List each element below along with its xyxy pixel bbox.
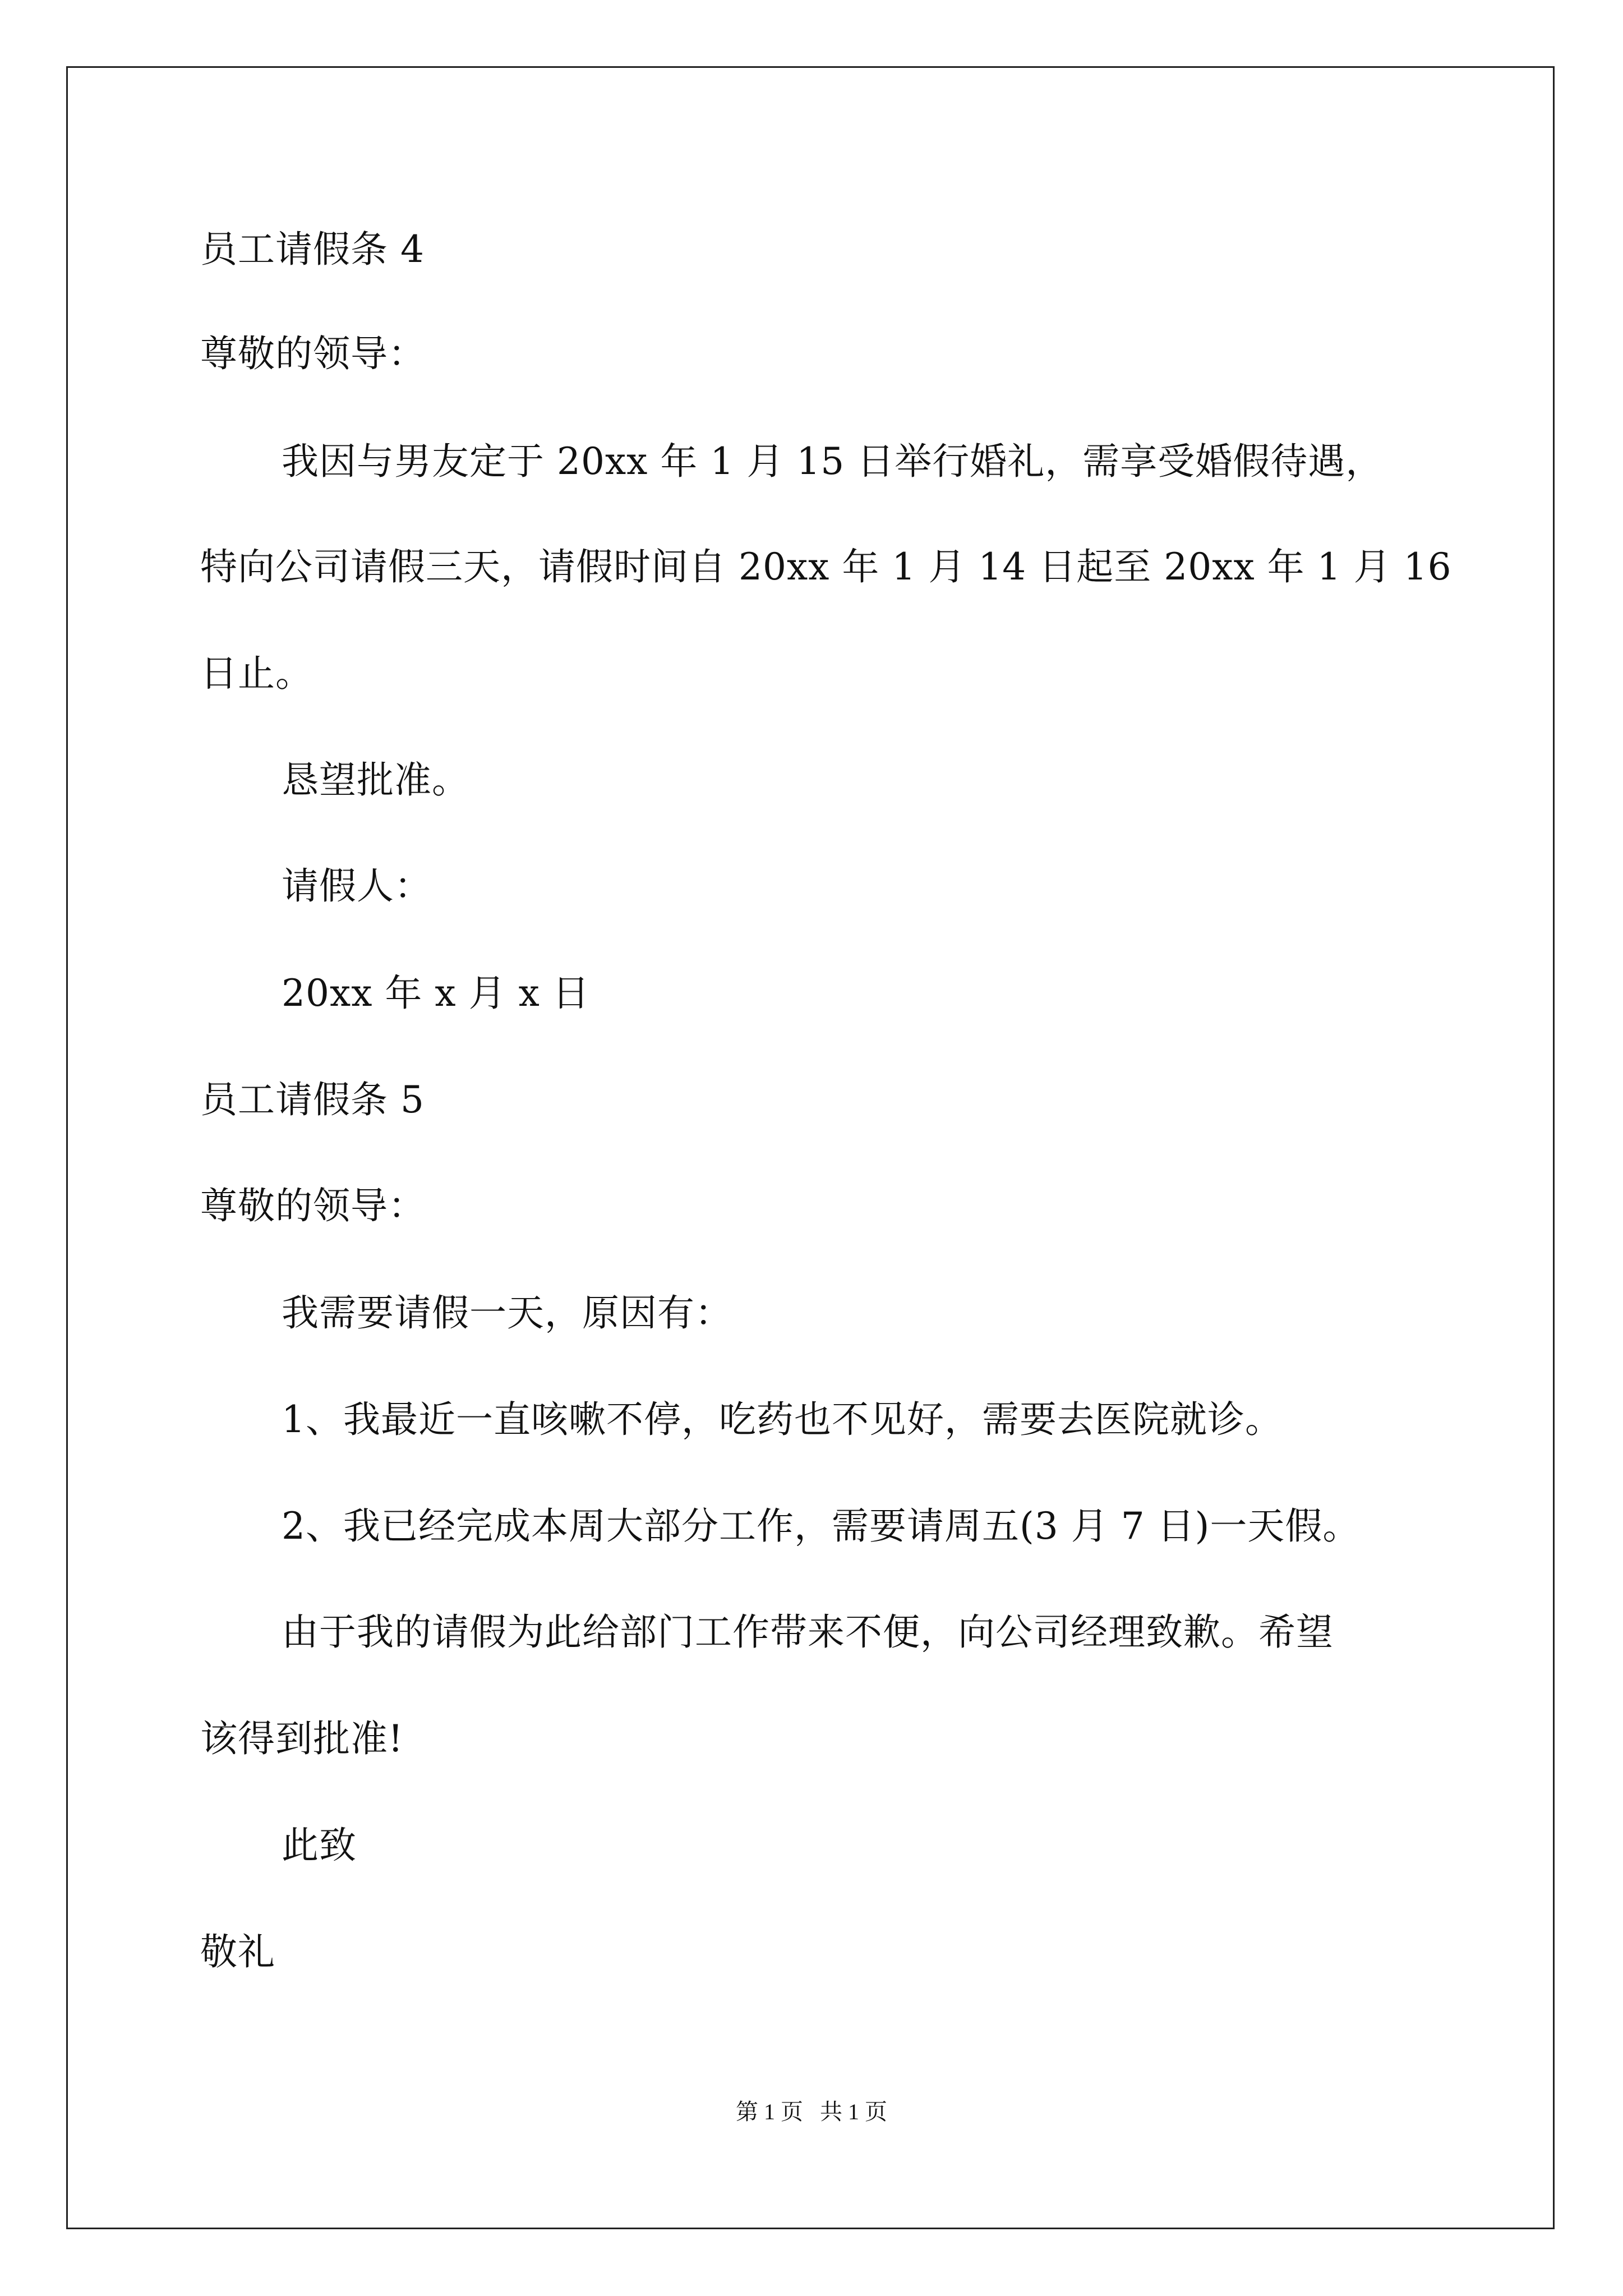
date-line: 20xx 年 x 月 x 日 bbox=[282, 972, 590, 1015]
body-line: 我需要请假一天，原因有： bbox=[282, 1291, 732, 1335]
body-line: 该得到批准! bbox=[200, 1717, 404, 1760]
body-line: 我因与男友定于 20xx 年 1 月 15 日举行婚礼，需享受婚假待遇， bbox=[282, 440, 1384, 483]
reason-item-1: 1、我最近一直咳嗽不停，吃药也不见好，需要去医院就诊。 bbox=[282, 1398, 1283, 1441]
page-footer: 第 1 页 共 1 页 bbox=[736, 2099, 887, 2124]
closing-salute: 敬礼 bbox=[200, 1930, 275, 1973]
letter-title-4: 员工请假条 4 bbox=[200, 228, 425, 271]
reason-item-2: 2、我已经完成本周大部分工作，需要请周五(3 月 7 日)一天假。 bbox=[282, 1504, 1361, 1548]
salutation-5: 尊敬的领导： bbox=[200, 1184, 426, 1227]
page-border bbox=[66, 66, 1555, 2229]
body-line: 日止。 bbox=[200, 652, 313, 695]
letter-title-5: 员工请假条 5 bbox=[200, 1078, 425, 1121]
body-line: 由于我的请假为此给部门工作带来不便，向公司经理致歉。希望 bbox=[282, 1611, 1334, 1654]
closing-line: 此致 bbox=[282, 1824, 357, 1867]
salutation-4: 尊敬的领导： bbox=[200, 332, 426, 375]
body-line: 特向公司请假三天，请假时间自 20xx 年 1 月 14 日起至 20xx 年 1 月 16 bbox=[200, 545, 1452, 588]
applicant-label: 请假人： bbox=[282, 864, 432, 908]
request-line: 恳望批准。 bbox=[282, 758, 469, 802]
